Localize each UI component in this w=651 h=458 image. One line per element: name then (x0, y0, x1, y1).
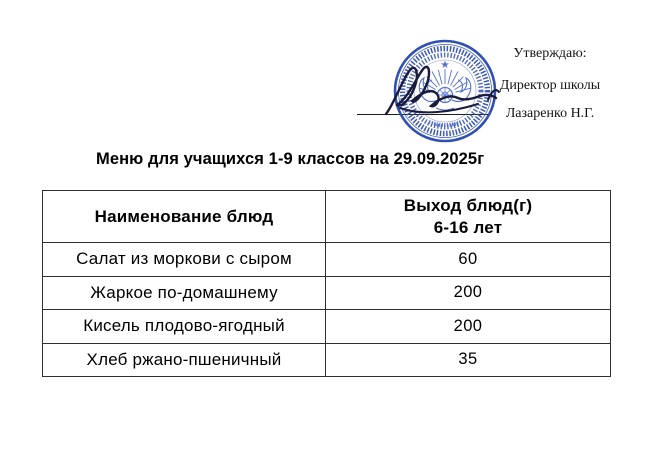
table-row (43, 343, 611, 377)
approval-label: Утверждаю: (513, 46, 587, 61)
dish-name-cell: Салат из моркови с сыром (43, 243, 326, 277)
dish-weight-cell: 200 (326, 276, 611, 310)
table-row (43, 276, 611, 310)
column-header-weight-line1: Выход блюд(г) (403, 195, 533, 215)
column-header-weight-line2: 6-16 лет (433, 217, 503, 237)
approval-role: Директор школы (499, 78, 601, 93)
menu-table (42, 190, 611, 377)
dish-weight-cell: 35 (326, 343, 611, 377)
column-header-weight (326, 191, 611, 243)
column-header-dish: Наименование блюд (43, 191, 326, 243)
dish-weight-cell: 200 (326, 310, 611, 344)
school-seal-stamp (392, 38, 498, 144)
dish-name-cell: Жаркое по-домашнему (43, 276, 326, 310)
dish-weight-cell: 60 (326, 243, 611, 277)
dish-name-cell: Хлеб ржано-пшеничный (43, 343, 326, 377)
table-header-row (43, 191, 611, 243)
dish-name-cell: Кисель плодово-ягодный (43, 310, 326, 344)
table-row (43, 310, 611, 344)
table-row (43, 243, 611, 277)
document-title: Меню для учащихся 1-9 классов на 29.09.2025г (96, 150, 485, 168)
approval-director-name: Лазаренко Н.Г. (505, 106, 595, 121)
